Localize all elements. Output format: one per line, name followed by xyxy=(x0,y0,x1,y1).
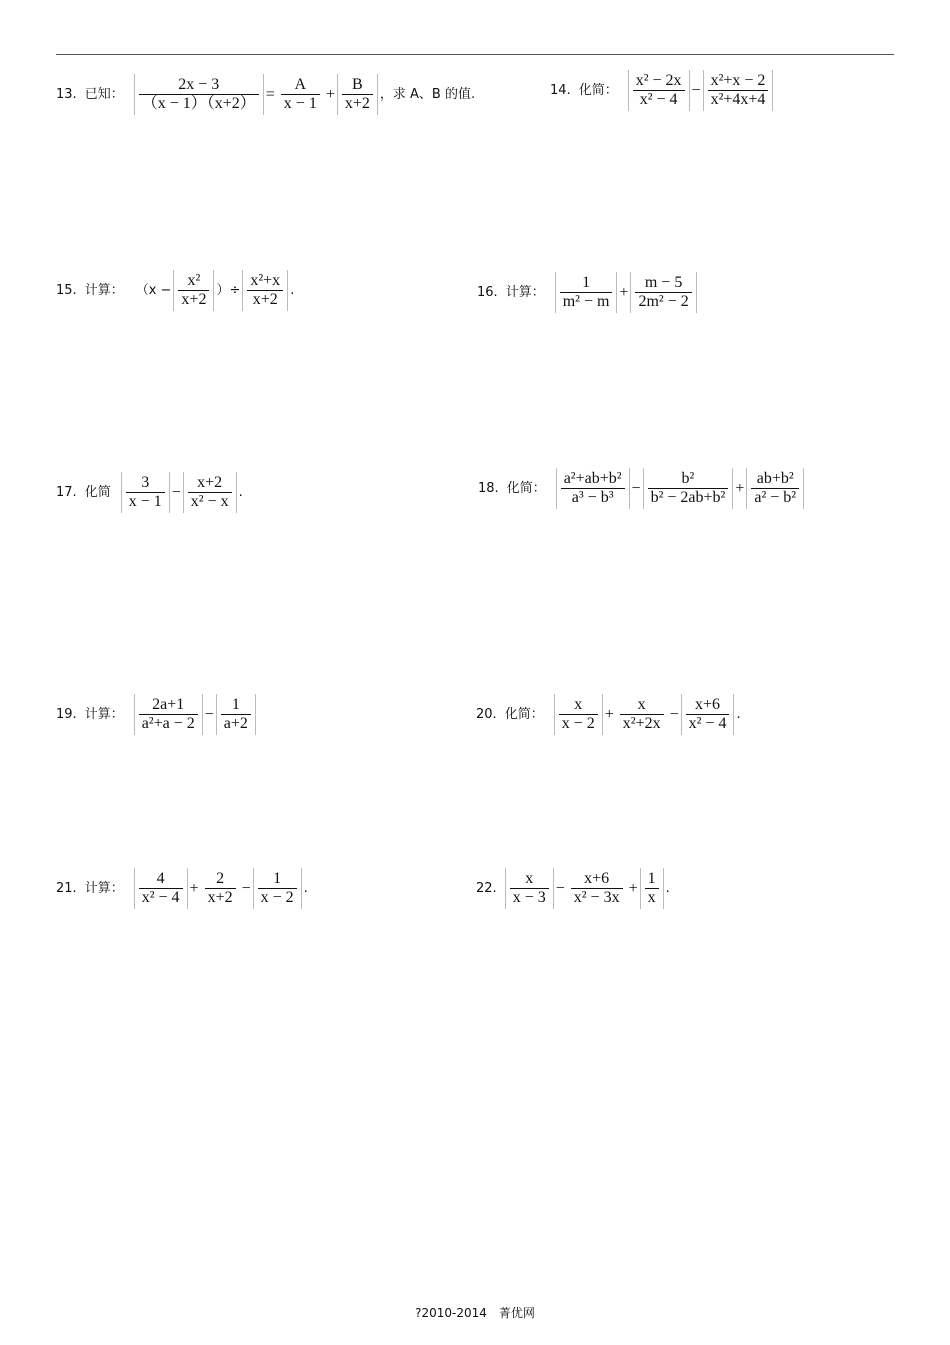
numerator: x²+x − 2 xyxy=(710,72,766,89)
denominator: x²+2x xyxy=(622,715,661,732)
numerator: 2x − 3 xyxy=(178,76,220,93)
problem-20 xyxy=(476,694,743,735)
denominator: x+2 xyxy=(252,291,278,308)
operator: + xyxy=(628,879,638,897)
fraction xyxy=(134,868,188,909)
problem-label: 计算： xyxy=(84,283,124,298)
problem-number: 16. xyxy=(477,285,498,300)
numerator: 1 xyxy=(231,696,240,713)
denominator: x² − 4 xyxy=(141,889,180,906)
operator: ）÷ xyxy=(216,283,241,298)
page-footer: ?2010-2014 菁优网 xyxy=(415,1306,535,1320)
problem-19 xyxy=(56,694,256,735)
denominator: x+2 xyxy=(207,889,233,906)
math-expression xyxy=(554,694,735,735)
denominator: x+2 xyxy=(344,95,370,112)
fraction xyxy=(554,694,603,735)
operator: = xyxy=(265,85,275,103)
problem-label: 已知： xyxy=(84,87,124,102)
numerator: x xyxy=(525,870,534,887)
numerator: 2 xyxy=(216,870,225,887)
fraction xyxy=(681,694,735,735)
problem-tail: . xyxy=(238,485,243,500)
fraction xyxy=(216,694,256,735)
math-expression xyxy=(134,694,256,735)
fraction xyxy=(201,868,240,909)
denominator: x − 1 xyxy=(283,95,317,112)
fraction xyxy=(746,468,804,509)
fraction xyxy=(628,70,690,111)
fraction xyxy=(616,694,668,735)
fraction xyxy=(173,270,214,311)
problem-22 xyxy=(476,868,672,909)
denominator: a²+a − 2 xyxy=(141,715,195,732)
problem-18 xyxy=(478,468,804,509)
problem-label: 化简： xyxy=(578,83,618,98)
math-expression xyxy=(134,868,302,909)
math-expression xyxy=(134,74,378,115)
operator: + xyxy=(619,283,629,301)
problem-14 xyxy=(550,70,773,111)
operator: − xyxy=(171,483,181,501)
problem-number: 14. xyxy=(550,83,571,98)
fraction xyxy=(183,472,237,513)
fraction xyxy=(337,74,378,115)
operator: − xyxy=(669,705,679,723)
numerator: m − 5 xyxy=(644,274,683,291)
numerator: 2a+1 xyxy=(152,696,185,713)
problem-label: 计算： xyxy=(84,881,124,896)
problem-21 xyxy=(56,868,310,909)
operator: − xyxy=(555,879,565,897)
operator: − xyxy=(241,879,251,897)
problem-number: 18. xyxy=(478,481,499,496)
problem-label: 计算： xyxy=(84,707,124,722)
numerator: x² xyxy=(187,272,201,289)
problem-number: 19. xyxy=(56,707,77,722)
denominator: x² − 3x xyxy=(573,889,620,906)
problem-17 xyxy=(56,472,245,513)
problem-number: 21. xyxy=(56,881,77,896)
problem-tail: ，求 A、B 的值. xyxy=(379,87,476,102)
denominator: x − 2 xyxy=(260,889,294,906)
problem-number: 20. xyxy=(476,707,497,722)
operator: − xyxy=(691,81,701,99)
fraction xyxy=(703,70,774,111)
fraction xyxy=(505,868,554,909)
numerator: A xyxy=(294,76,307,93)
expression-prefix: （x − xyxy=(135,283,172,298)
denominator: （x − 1）（x+2） xyxy=(141,95,256,112)
problem-label: 计算： xyxy=(505,285,545,300)
denominator: m² − m xyxy=(562,293,610,310)
denominator: a² − b² xyxy=(754,489,797,506)
operator: + xyxy=(325,85,335,103)
fraction xyxy=(630,272,696,313)
problem-tail: . xyxy=(665,881,670,896)
fraction xyxy=(556,468,630,509)
operator: + xyxy=(604,705,614,723)
problem-16 xyxy=(477,272,697,313)
problem-label: 化简 xyxy=(84,485,111,500)
denominator: a³ − b³ xyxy=(571,489,614,506)
numerator: x²+x xyxy=(250,272,281,289)
denominator: x² − 4 xyxy=(688,715,727,732)
numerator: x² − 2x xyxy=(635,72,682,89)
denominator: x − 2 xyxy=(561,715,595,732)
numerator: 3 xyxy=(141,474,150,491)
denominator: x+2 xyxy=(181,291,207,308)
math-expression xyxy=(134,270,288,311)
denominator: b² − 2ab+b² xyxy=(650,489,726,506)
numerator: x+6 xyxy=(695,696,721,713)
problem-15 xyxy=(56,270,296,311)
numerator: a²+ab+b² xyxy=(563,470,622,487)
problem-label: 化简： xyxy=(506,481,546,496)
math-expression xyxy=(556,468,804,509)
denominator: 2m² − 2 xyxy=(638,293,689,310)
math-expression xyxy=(505,868,664,909)
problem-tail: . xyxy=(736,707,741,722)
denominator: x² − x xyxy=(190,493,229,510)
problem-number: 17. xyxy=(56,485,77,500)
numerator: B xyxy=(352,76,363,93)
fraction xyxy=(277,74,324,115)
fraction xyxy=(242,270,288,311)
numerator: b² xyxy=(681,470,695,487)
problem-tail: . xyxy=(303,881,308,896)
denominator: a+2 xyxy=(223,715,248,732)
denominator: x − 3 xyxy=(512,889,546,906)
numerator: x xyxy=(574,696,583,713)
fraction xyxy=(567,868,627,909)
fraction xyxy=(121,472,170,513)
math-expression xyxy=(121,472,237,513)
problem-number: 22. xyxy=(476,881,497,896)
numerator: ab+b² xyxy=(756,470,794,487)
fraction xyxy=(134,694,203,735)
denominator: x² − 4 xyxy=(639,91,678,108)
problem-number: 13. xyxy=(56,87,77,102)
math-expression xyxy=(628,70,774,111)
header-rule xyxy=(56,54,894,55)
fraction xyxy=(640,868,664,909)
fraction xyxy=(134,74,264,115)
fraction xyxy=(555,272,618,313)
math-expression xyxy=(555,272,697,313)
operator: − xyxy=(204,705,214,723)
numerator: x xyxy=(637,696,646,713)
numerator: x+2 xyxy=(197,474,223,491)
denominator: x²+4x+4 xyxy=(710,91,766,108)
problem-tail: . xyxy=(290,283,295,298)
denominator: x − 1 xyxy=(128,493,162,510)
problem-number: 15. xyxy=(56,283,77,298)
operator: − xyxy=(631,479,641,497)
denominator: x xyxy=(647,889,656,906)
numerator: 1 xyxy=(647,870,656,887)
numerator: 4 xyxy=(156,870,165,887)
numerator: 1 xyxy=(273,870,282,887)
fraction xyxy=(643,468,734,509)
operator: + xyxy=(189,879,199,897)
problem-13 xyxy=(56,74,477,115)
numerator: 1 xyxy=(582,274,591,291)
numerator: x+6 xyxy=(584,870,610,887)
fraction xyxy=(253,868,302,909)
operator: + xyxy=(735,479,745,497)
problem-label: 化简： xyxy=(504,707,544,722)
